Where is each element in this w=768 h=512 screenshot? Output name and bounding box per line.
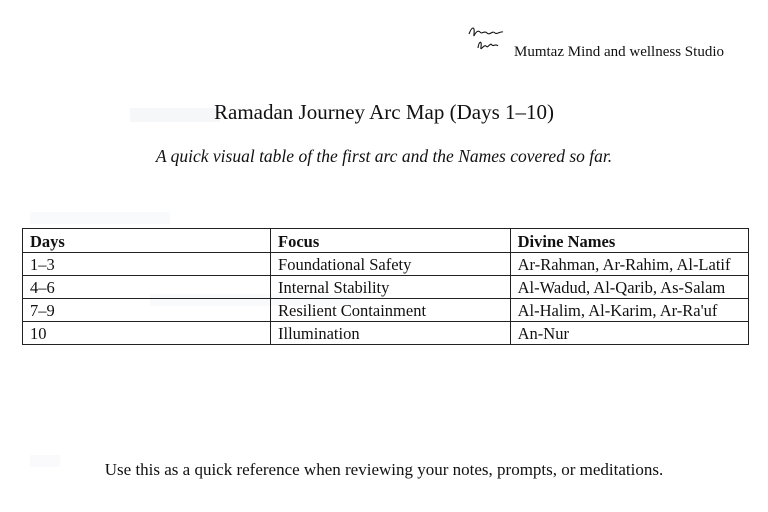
- signature-logo: [466, 22, 506, 58]
- cell-days: 7–9: [23, 299, 271, 322]
- cell-focus: Internal Stability: [271, 276, 511, 299]
- cell-focus: Resilient Containment: [271, 299, 511, 322]
- cell-days: 1–3: [23, 253, 271, 276]
- table-header-row: [23, 229, 749, 253]
- cell-divine-names: An-Nur: [510, 322, 748, 345]
- cell-days: 10: [23, 322, 271, 345]
- table-row: [23, 322, 749, 345]
- page-subtitle: A quick visual table of the first arc and the Names covered so far.: [155, 146, 613, 166]
- signature-logo-mark: [466, 22, 506, 58]
- table-row: [23, 253, 749, 276]
- column-header-days: Days: [23, 229, 271, 253]
- cell-divine-names: Ar-Rahman, Ar-Rahim, Al-Latif: [510, 253, 748, 276]
- cell-days: 4–6: [23, 276, 271, 299]
- column-header-focus: Focus: [271, 229, 511, 253]
- cell-divine-names: Al-Halim, Al-Karim, Ar-Ra'uf: [510, 299, 748, 322]
- table-row: [23, 276, 749, 299]
- arc-map-table: [22, 228, 749, 345]
- column-header-divine-names: Divine Names: [510, 229, 748, 253]
- table-row: [23, 299, 749, 322]
- cell-focus: Foundational Safety: [271, 253, 511, 276]
- studio-name: Mumtaz Mind and wellness Studio: [514, 44, 724, 60]
- cell-focus: Illumination: [271, 322, 511, 345]
- page-title: Ramadan Journey Arc Map (Days 1–10): [214, 100, 554, 124]
- cell-divine-names: Al-Wadud, Al-Qarib, As-Salam: [510, 276, 748, 299]
- bleed-through-mark: [30, 212, 170, 224]
- footer-note: Use this as a quick reference when reviewing your notes, prompts, or meditations.: [104, 460, 664, 479]
